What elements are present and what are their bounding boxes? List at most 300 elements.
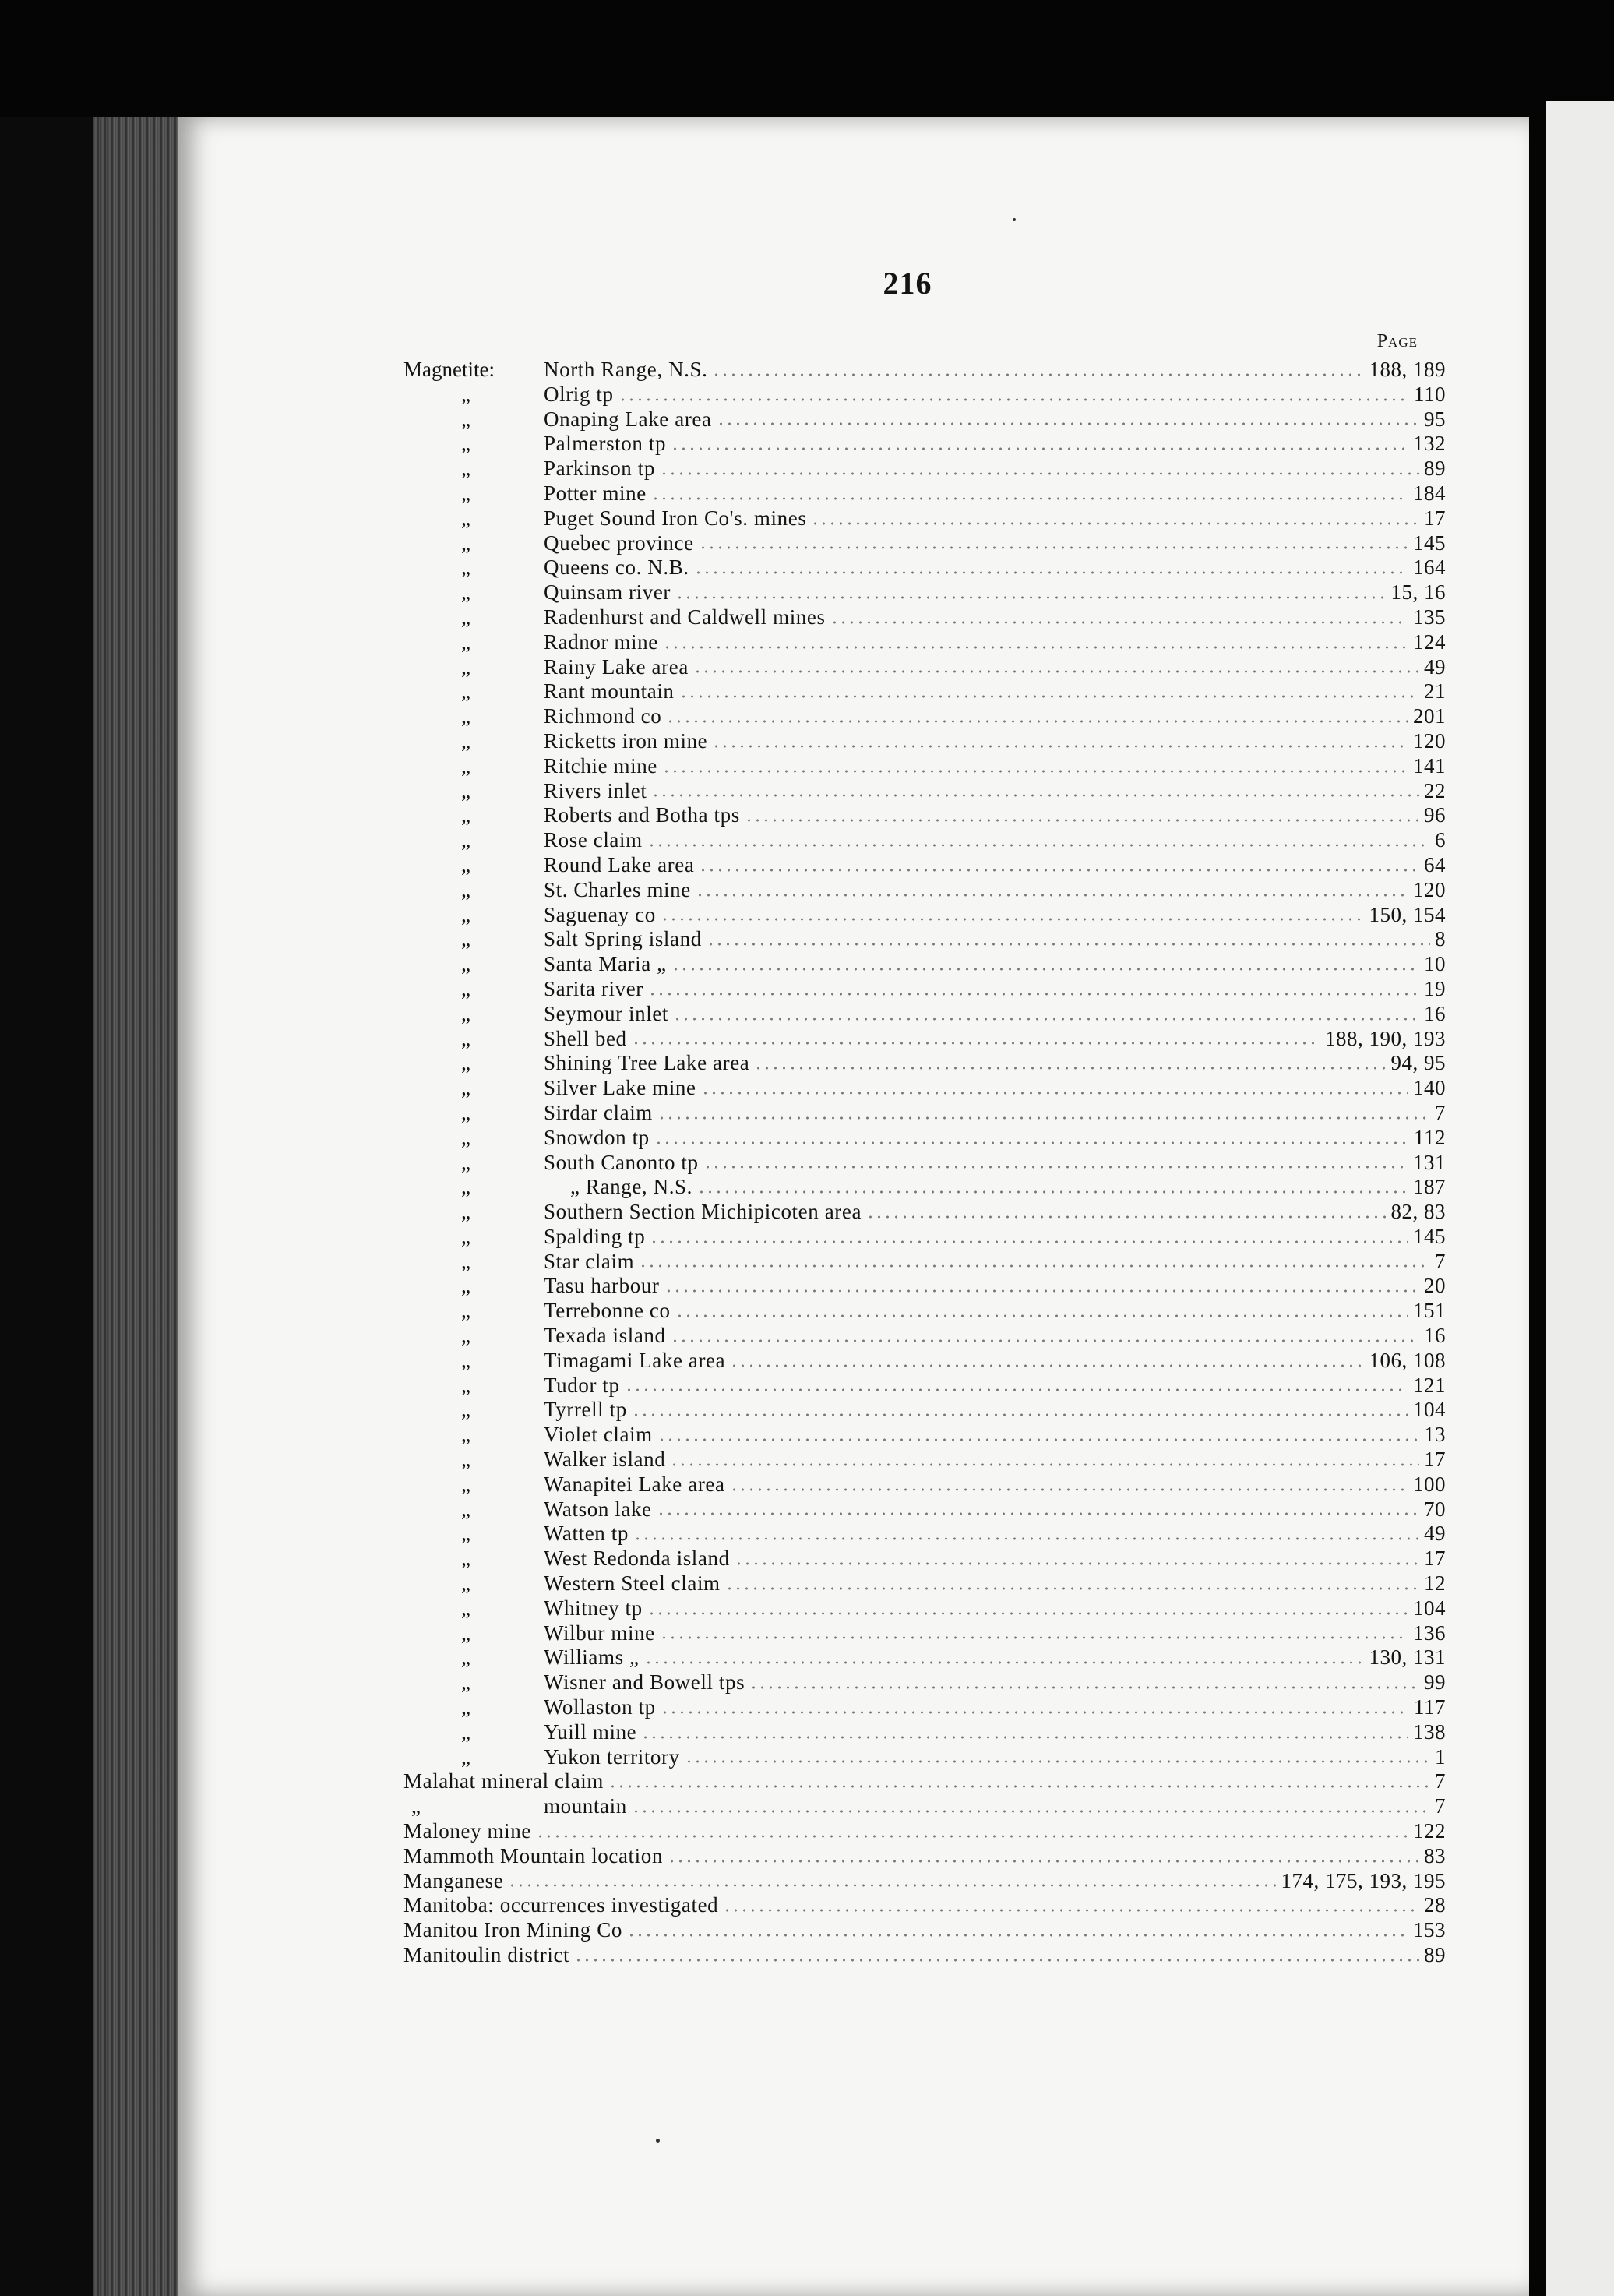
entry-page-numbers: 12 xyxy=(1424,1571,1446,1596)
entry-prefix: „ xyxy=(461,753,470,778)
dot-leader xyxy=(694,571,1408,574)
entry-prefix: „ xyxy=(461,1547,470,1571)
entry-page-numbers: 104 xyxy=(1413,1596,1446,1620)
index-entry xyxy=(404,1374,1446,1398)
index-entry xyxy=(404,1175,1446,1200)
entry-label: Shell bed xyxy=(544,1026,627,1050)
entry-label: Watten tp xyxy=(544,1522,629,1546)
entry-page-numbers: 132 xyxy=(1413,432,1446,456)
dot-leader xyxy=(654,1141,1409,1144)
index-entry xyxy=(404,754,1446,779)
entry-page-numbers: 7 xyxy=(1435,1249,1446,1273)
dot-leader xyxy=(662,770,1408,773)
entry-prefix: „ xyxy=(461,1621,470,1645)
entry-prefix: „ xyxy=(461,828,470,852)
dot-leader xyxy=(648,993,1419,996)
entry-page-numbers: 99 xyxy=(1424,1670,1446,1695)
entry-page-numbers: 104 xyxy=(1413,1398,1446,1422)
index-entry xyxy=(404,1522,1446,1547)
entry-prefix: „ xyxy=(461,506,470,530)
entry-prefix: „ xyxy=(461,432,470,456)
entry-label: Queens co. N.B. xyxy=(544,555,689,580)
dot-leader xyxy=(671,1339,1419,1342)
dot-leader xyxy=(666,720,1408,723)
entry-prefix: „ xyxy=(461,555,470,580)
index-entry xyxy=(404,383,1446,407)
entry-label: Texada island xyxy=(544,1324,666,1348)
entry-prefix: „ xyxy=(461,1150,470,1174)
index-entry xyxy=(404,1398,1446,1423)
dot-leader xyxy=(536,1835,1408,1838)
entry-page-numbers: 131 xyxy=(1413,1150,1446,1174)
entry-page-numbers: 19 xyxy=(1424,976,1446,1000)
entry-page-numbers: 21 xyxy=(1424,679,1446,704)
entry-page-numbers: 64 xyxy=(1424,852,1446,876)
entry-label: Richmond co xyxy=(544,704,662,728)
dot-leader xyxy=(866,1215,1386,1219)
entry-prefix: „ xyxy=(461,407,470,431)
entry-label: Sarita river xyxy=(544,976,643,1000)
index-entry xyxy=(404,1695,1446,1720)
entry-prefix: „ xyxy=(461,1051,470,1075)
dot-leader xyxy=(723,1909,1419,1912)
entry-label: Tyrrell tp xyxy=(544,1398,627,1422)
entry-prefix: „ xyxy=(461,976,470,1000)
dot-leader xyxy=(650,1240,1408,1243)
entry-prefix: „ xyxy=(461,1249,470,1273)
entry-page-numbers: 110 xyxy=(1414,382,1446,406)
entry-label: Walker island xyxy=(544,1448,666,1472)
entry-page-numbers: 106, 108 xyxy=(1369,1348,1446,1372)
entry-page-numbers: 17 xyxy=(1424,1547,1446,1571)
dot-leader xyxy=(508,1884,1276,1887)
entry-prefix: „ xyxy=(461,704,470,728)
entry-label: Mammoth Mountain location xyxy=(404,1843,663,1867)
entry-label: Saguenay co xyxy=(544,902,656,926)
dot-leader xyxy=(725,1587,1419,1590)
dot-leader xyxy=(574,1959,1419,1962)
entry-prefix: „ xyxy=(461,630,470,654)
index-entry xyxy=(404,1423,1446,1448)
entry-page-numbers: 153 xyxy=(1413,1918,1446,1942)
index-entry xyxy=(404,605,1446,630)
entry-label: Radnor mine xyxy=(544,630,658,654)
dot-leader xyxy=(730,1364,1364,1367)
index-entry xyxy=(404,1027,1446,1052)
entry-page-numbers: 120 xyxy=(1413,728,1446,753)
entry-page-numbers: 15, 16 xyxy=(1390,580,1446,605)
index-entry xyxy=(404,1893,1446,1918)
dot-leader xyxy=(608,1785,1430,1788)
entry-prefix: „ xyxy=(461,1175,470,1199)
entry-prefix: „ xyxy=(461,1348,470,1372)
entry-page-numbers: 121 xyxy=(1413,1373,1446,1397)
index-entry xyxy=(404,1101,1446,1126)
print-speck xyxy=(656,2139,660,2143)
dot-leader xyxy=(657,1116,1430,1120)
entry-prefix: „ xyxy=(461,457,470,481)
entry-page-numbers: 187 xyxy=(1413,1175,1446,1199)
entry-page-numbers: 188, 190, 193 xyxy=(1325,1026,1446,1050)
entry-prefix: „ xyxy=(461,605,470,629)
entry-label: Round Lake area xyxy=(544,852,695,876)
index-entry xyxy=(404,1918,1446,1943)
entry-page-numbers: 150, 154 xyxy=(1369,902,1446,926)
entry-label: Snowdon tp xyxy=(544,1125,650,1149)
dot-leader xyxy=(664,1289,1419,1293)
entry-label: Tasu harbour xyxy=(544,1274,660,1298)
entry-label: Western Steel claim xyxy=(544,1571,721,1596)
entry-prefix: „ xyxy=(461,1299,470,1323)
index-entry xyxy=(404,531,1446,556)
entry-prefix: „ xyxy=(461,1423,470,1447)
index-entry xyxy=(404,1274,1446,1299)
dot-leader xyxy=(749,1686,1419,1689)
entry-label: Shining Tree Lake area xyxy=(544,1051,750,1075)
entry-prefix: „ xyxy=(411,1794,421,1818)
entry-page-numbers: 49 xyxy=(1424,1522,1446,1546)
dot-leader xyxy=(712,745,1408,748)
entry-prefix: „ xyxy=(461,1001,470,1025)
entry-label: Whitney tp xyxy=(544,1596,643,1620)
dot-leader xyxy=(670,1463,1419,1466)
entry-label: Roberts and Botha tps xyxy=(544,803,740,827)
index-entry xyxy=(404,1076,1446,1101)
entry-page-numbers: 7 xyxy=(1435,1794,1446,1818)
entry-page-numbers: 1 xyxy=(1435,1744,1446,1769)
index-entry xyxy=(404,1571,1446,1596)
entry-page-numbers: 22 xyxy=(1424,778,1446,802)
entry-label: St. Charles mine xyxy=(544,877,691,901)
entry-page-numbers: 95 xyxy=(1424,407,1446,431)
index-entry xyxy=(404,1151,1446,1176)
entry-prefix: „ xyxy=(461,1472,470,1496)
entry-prefix: „ xyxy=(461,1398,470,1422)
entry-prefix: „ xyxy=(461,1719,470,1744)
index-entry xyxy=(404,506,1446,531)
entry-page-numbers: 89 xyxy=(1424,457,1446,481)
entry-prefix: „ xyxy=(461,1695,470,1719)
index-entry xyxy=(404,1720,1446,1745)
dot-leader xyxy=(647,1612,1408,1615)
index-entry xyxy=(404,1126,1446,1151)
entry-prefix: „ xyxy=(461,803,470,827)
index-entry xyxy=(404,1200,1446,1225)
index-entry xyxy=(404,927,1446,952)
entry-prefix: „ xyxy=(461,1645,470,1670)
index-entry xyxy=(404,655,1446,680)
dot-leader xyxy=(633,1537,1419,1540)
entry-page-numbers: 70 xyxy=(1424,1497,1446,1521)
entry-prefix: „ xyxy=(461,927,470,951)
entry-page-numbers: 17 xyxy=(1424,506,1446,530)
dot-leader xyxy=(712,373,1364,376)
index-entry xyxy=(404,828,1446,853)
entry-label: Terrebonne co xyxy=(544,1299,671,1323)
entry-prefix: „ xyxy=(461,580,470,605)
dot-leader xyxy=(632,1413,1408,1416)
entry-label: Seymour inlet xyxy=(544,1001,669,1025)
entry-prefix: „ xyxy=(461,852,470,876)
index-entry xyxy=(404,903,1446,928)
entry-page-numbers: 164 xyxy=(1413,555,1446,580)
entry-page-numbers: 7 xyxy=(1435,1100,1446,1124)
entry-page-numbers: 135 xyxy=(1413,605,1446,629)
dot-leader xyxy=(735,1562,1419,1565)
index-entry xyxy=(404,1670,1446,1695)
entry-prefix: „ xyxy=(461,679,470,704)
dot-leader xyxy=(679,695,1419,698)
entry-prefix: „ xyxy=(461,1670,470,1695)
entry-prefix: „ xyxy=(461,1100,470,1124)
dot-leader xyxy=(651,794,1419,797)
dot-leader xyxy=(657,1512,1419,1515)
dot-leader xyxy=(671,447,1408,450)
entry-page-numbers: 120 xyxy=(1413,877,1446,901)
entry-label: Parkinson tp xyxy=(544,457,655,481)
entry-page-numbers: 20 xyxy=(1424,1274,1446,1298)
index-entry xyxy=(404,580,1446,605)
dot-leader xyxy=(647,844,1430,847)
dot-leader xyxy=(703,1166,1408,1169)
entry-prefix: „ xyxy=(461,728,470,753)
book-binding xyxy=(93,117,179,2296)
entry-label: North Range, N.S. xyxy=(544,358,708,381)
entry-label: Violet claim xyxy=(544,1423,653,1447)
dot-leader xyxy=(618,398,1409,401)
entry-prefix: „ xyxy=(461,531,470,555)
entry-label: Tudor tp xyxy=(544,1373,620,1397)
entry-page-numbers: 10 xyxy=(1424,952,1446,976)
index-entry xyxy=(404,1250,1446,1275)
index-entry xyxy=(404,407,1446,432)
dot-leader xyxy=(660,1636,1408,1639)
index-entry xyxy=(404,1819,1446,1844)
dot-leader xyxy=(730,1488,1408,1491)
entry-page-numbers: 7 xyxy=(1435,1769,1446,1793)
dot-leader xyxy=(811,522,1419,525)
entry-prefix: „ xyxy=(461,1076,470,1100)
dot-leader xyxy=(745,819,1419,822)
entry-label: Ricketts iron mine xyxy=(544,728,708,753)
entry-label: Maloney mine xyxy=(404,1819,531,1843)
entry-label: Rainy Lake area xyxy=(544,654,689,679)
entry-label: Manganese xyxy=(404,1868,504,1892)
entry-prefix: „ xyxy=(461,902,470,926)
entry-prefix: „ xyxy=(461,1125,470,1149)
entry-page-numbers: 145 xyxy=(1413,531,1446,555)
entry-page-numbers: 140 xyxy=(1413,1076,1446,1100)
entry-label: Williams „ xyxy=(544,1645,640,1670)
entry-prefix: „ xyxy=(461,1200,470,1224)
entry-prefix: „ xyxy=(461,1448,470,1472)
entry-label: Yukon territory xyxy=(544,1744,680,1769)
entry-page-numbers: 6 xyxy=(1435,828,1446,852)
entry-label: Star claim xyxy=(544,1249,635,1273)
index-entry xyxy=(404,878,1446,903)
entry-label: Wanapitei Lake area xyxy=(544,1472,725,1496)
dot-leader xyxy=(632,1810,1430,1813)
entry-prefix: „ xyxy=(461,1596,470,1620)
index-entry xyxy=(404,853,1446,878)
entry-label: mountain xyxy=(544,1794,627,1818)
entry-page-numbers: 141 xyxy=(1413,753,1446,778)
index-entry xyxy=(404,1745,1446,1770)
entry-label: Wollaston tp xyxy=(544,1695,656,1719)
index-entry xyxy=(404,952,1446,977)
index-entry xyxy=(404,432,1446,457)
entry-label: Manitou Iron Mining Co xyxy=(404,1918,622,1942)
dot-leader xyxy=(673,1018,1419,1021)
entry-page-numbers: 184 xyxy=(1413,481,1446,505)
entry-page-numbers: 89 xyxy=(1424,1943,1446,1966)
page-gutter xyxy=(1529,101,1546,2296)
index-entry xyxy=(404,481,1446,506)
entry-page-numbers: 82, 83 xyxy=(1390,1200,1446,1224)
entry-label: Wilbur mine xyxy=(544,1621,655,1645)
entry-page-numbers: 122 xyxy=(1413,1819,1446,1843)
index-entry xyxy=(404,729,1446,754)
dot-leader xyxy=(660,472,1419,475)
entry-label: Manitoba: occurrences investigated xyxy=(404,1893,719,1917)
entry-prefix: „ xyxy=(461,382,470,406)
index-entry xyxy=(404,1596,1446,1621)
entry-label: Quebec province xyxy=(544,531,694,555)
entry-prefix: „ xyxy=(461,1373,470,1397)
entry-prefix: „ xyxy=(461,654,470,679)
entry-label: South Canonto tp xyxy=(544,1150,699,1174)
entry-page-numbers: 151 xyxy=(1413,1299,1446,1323)
index-list xyxy=(404,358,1446,1968)
dot-leader xyxy=(657,1438,1419,1441)
entry-label: Onaping Lake area xyxy=(544,407,712,431)
entry-prefix: „ xyxy=(461,1497,470,1521)
entry-page-numbers: 13 xyxy=(1424,1423,1446,1447)
entry-label: Rivers inlet xyxy=(544,778,647,802)
entry-prefix: „ xyxy=(461,1026,470,1050)
index-entry xyxy=(404,1869,1446,1894)
entry-prefix: „ xyxy=(461,1571,470,1596)
entry-prefix: „ xyxy=(461,952,470,976)
dot-leader xyxy=(699,546,1408,549)
dot-leader xyxy=(675,1314,1408,1317)
index-entry xyxy=(404,803,1446,828)
entry-page-numbers: 16 xyxy=(1424,1324,1446,1348)
entry-label: Sirdar claim xyxy=(544,1100,653,1124)
entry-prefix: „ xyxy=(461,1744,470,1769)
entry-page-numbers: 112 xyxy=(1414,1125,1446,1149)
entry-label: Potter mine xyxy=(544,481,647,505)
entry-page-numbers: 174, 175, 193, 195 xyxy=(1281,1868,1446,1892)
entry-label: Salt Spring island xyxy=(544,927,702,951)
index-entry xyxy=(404,358,1446,383)
entry-label: Southern Section Michipicoten area xyxy=(544,1200,862,1224)
dot-leader xyxy=(671,968,1419,971)
dot-leader xyxy=(651,497,1408,500)
entry-page-numbers: 16 xyxy=(1424,1001,1446,1025)
index-entry xyxy=(404,1051,1446,1076)
entry-page-numbers: 83 xyxy=(1424,1843,1446,1867)
entry-label: Rant mountain xyxy=(544,679,675,704)
index-entry xyxy=(404,779,1446,804)
entry-label: Olrig tp xyxy=(544,382,614,406)
scan-background-top xyxy=(0,0,1614,117)
entry-page-numbers: 28 xyxy=(1424,1893,1446,1917)
index-entry xyxy=(404,630,1446,655)
index-entry xyxy=(404,555,1446,580)
index-entry xyxy=(404,704,1446,729)
dot-leader xyxy=(707,943,1430,946)
index-entry xyxy=(404,1448,1446,1472)
index-entry xyxy=(404,457,1446,481)
entry-label: Watson lake xyxy=(544,1497,652,1521)
entry-label: Wisner and Bowell tps xyxy=(544,1670,745,1695)
facing-page-edge xyxy=(1546,101,1614,2296)
dot-leader xyxy=(625,1388,1408,1391)
entry-label: Manitoulin district xyxy=(404,1943,570,1966)
entry-label: Puget Sound Iron Co's. mines xyxy=(544,506,807,530)
dot-leader xyxy=(693,670,1419,673)
entry-page-numbers: 96 xyxy=(1424,803,1446,827)
index-entry xyxy=(404,1225,1446,1250)
entry-page-numbers: 145 xyxy=(1413,1224,1446,1248)
entry-label: Spalding tp xyxy=(544,1224,646,1248)
entry-prefix: „ xyxy=(461,877,470,901)
entry-label: Rose claim xyxy=(544,828,643,852)
index-entry xyxy=(404,1943,1446,1968)
index-entry xyxy=(404,679,1446,704)
entry-page-numbers: 17 xyxy=(1424,1448,1446,1472)
index-entry xyxy=(404,1547,1446,1571)
entry-label: Santa Maria „ xyxy=(544,952,667,976)
dot-leader xyxy=(632,1042,1320,1045)
entry-prefix: Magnetite: xyxy=(404,358,495,381)
index-entry xyxy=(404,1002,1446,1027)
index-entry xyxy=(404,1497,1446,1522)
index-entry xyxy=(404,1844,1446,1869)
index-entry xyxy=(404,1299,1446,1324)
entry-label: Ritchie mine xyxy=(544,753,657,778)
dot-leader xyxy=(661,1711,1409,1714)
dot-leader xyxy=(685,1760,1430,1763)
entry-prefix: „ xyxy=(461,1324,470,1348)
index-entry xyxy=(404,1645,1446,1670)
entry-prefix: „ xyxy=(461,481,470,505)
dot-leader xyxy=(641,1736,1408,1739)
entry-label: Malahat mineral claim xyxy=(404,1769,604,1793)
entry-label: Quinsam river xyxy=(544,580,671,605)
page-number: 216 xyxy=(883,266,932,301)
dot-leader xyxy=(754,1067,1386,1070)
entry-page-numbers: 94, 95 xyxy=(1390,1051,1446,1075)
entry-page-numbers: 49 xyxy=(1424,654,1446,679)
dot-leader xyxy=(830,621,1408,624)
entry-page-numbers: 201 xyxy=(1413,704,1446,728)
index-entry xyxy=(404,1324,1446,1349)
page-column-header: Page xyxy=(1376,331,1418,351)
entry-label: Radenhurst and Caldwell mines xyxy=(544,605,826,629)
index-entry xyxy=(404,1794,1446,1819)
dot-leader xyxy=(668,1860,1419,1863)
index-entry xyxy=(404,1349,1446,1374)
index-entry xyxy=(404,977,1446,1002)
entry-page-numbers: 136 xyxy=(1413,1621,1446,1645)
dot-leader xyxy=(663,646,1408,649)
dot-leader xyxy=(696,894,1408,897)
index-entry xyxy=(404,1621,1446,1646)
print-speck xyxy=(1013,218,1016,221)
dot-leader xyxy=(644,1661,1365,1664)
